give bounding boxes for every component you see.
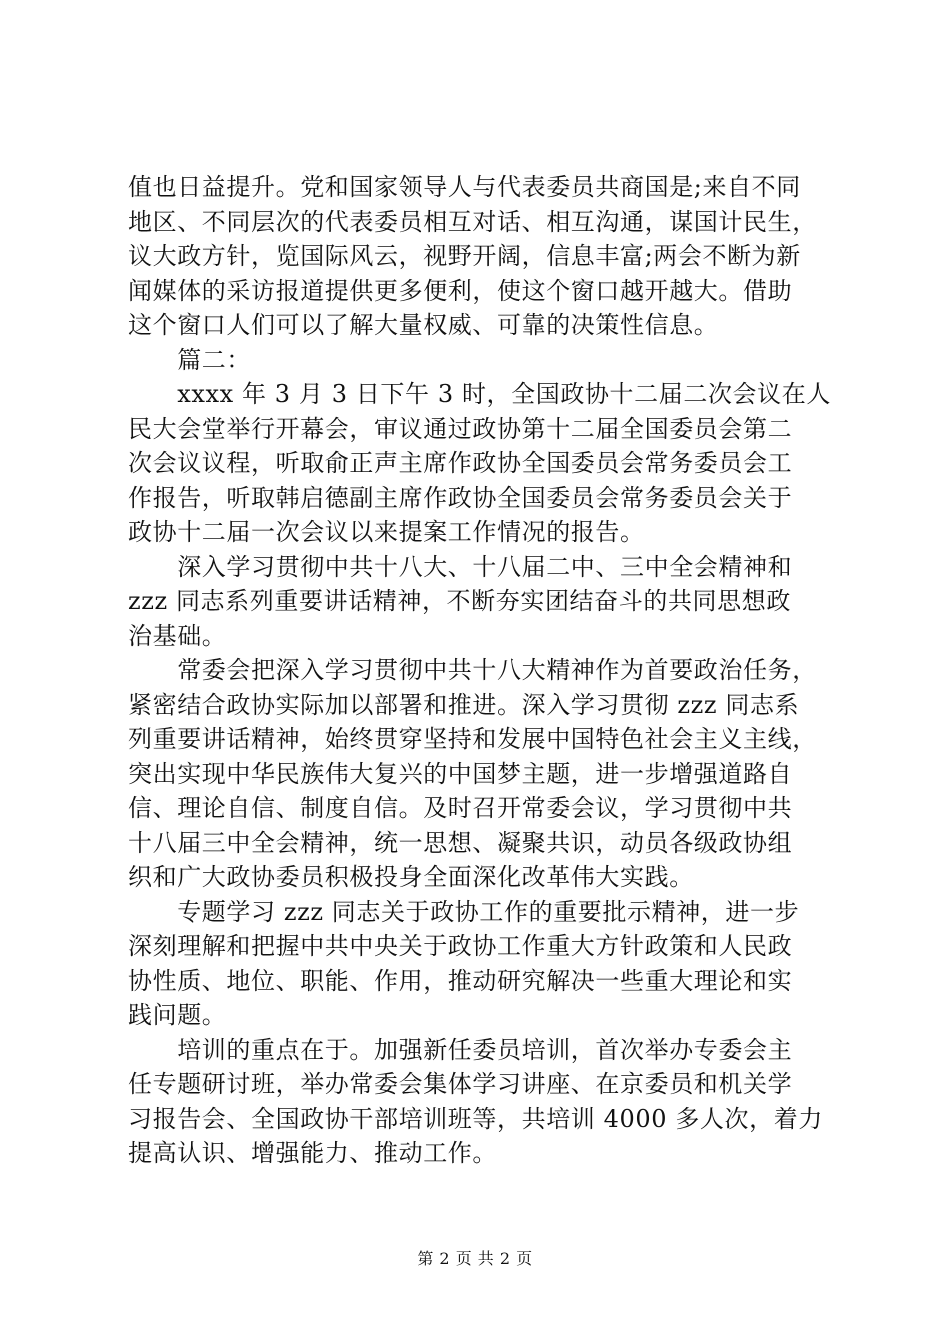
text-line: 协性质、地位、职能、作用，推动研究解决一些重大理论和实 [128, 966, 793, 995]
text-line: 议大政方针，览国际风云，视野开阔，信息丰富;两会不断为新 [128, 242, 801, 270]
text-line: 列重要讲话精神，始终贯穿坚持和发展中国特色社会主义主线， [128, 725, 817, 753]
text-line: 民大会堂举行开幕会，审议通过政协第十二届全国委员会第二 [128, 414, 793, 443]
text-line: 突出实现中华民族伟大复兴的中国梦主题，进一步增强道路自 [128, 759, 793, 788]
text-line: 践问题。 [128, 1001, 227, 1029]
text-line: 次会议议程，听取俞正声主席作政协全国委员会常务委员会工 [128, 449, 793, 477]
text-line: 习报告会、全国政协干部培训班等，共培训 4000 多人次，着力 [128, 1104, 823, 1133]
text-line: 紧密结合政协实际加以部署和推进。深入学习贯彻 zzz 同志系 [128, 690, 800, 719]
text-line: 织和广大政协委员积极投身全面深化改革伟大实践。 [128, 863, 694, 891]
text-line: 值也日益提升。党和国家领导人与代表委员共商国是;来自不同 [128, 173, 801, 201]
text-line: 作报告，听取韩启德副主席作政协全国委员会常务委员会关于 [128, 483, 793, 512]
text-line: 深入学习贯彻中共十八大、十八届二中、三中全会精神和 [128, 552, 793, 581]
text-line: 地区、不同层次的代表委员相互对话、相互沟通，谋国计民生， [128, 207, 817, 236]
text-line: xxxx 年 3 月 3 日下午 3 时，全国政协十二届二次会议在人 [128, 380, 831, 408]
text-line: 常委会把深入学习贯彻中共十八大精神作为首要政治任务， [128, 656, 817, 684]
text-line: 深刻理解和把握中共中央关于政协工作重大方针政策和人民政 [128, 932, 793, 960]
text-line: 信、理论自信、制度自信。及时召开常委会议，学习贯彻中共 [128, 794, 793, 822]
text-line: 提高认识、增强能力、推动工作。 [128, 1139, 497, 1167]
text-line: 专题学习 zzz 同志关于政协工作的重要批示精神，进一步 [128, 897, 800, 926]
page-number-footer: 第 2 页 共 2 页 [417, 1249, 533, 1268]
text-line: 这个窗口人们可以了解大量权威、可靠的决策性信息。 [128, 311, 719, 339]
text-line: 政协十二届一次会议以来提案工作情况的报告。 [128, 518, 645, 546]
text-line: zzz 同志系列重要讲话精神，不断夯实团结奋斗的共同思想政 [128, 587, 791, 615]
text-line: 闻媒体的采访报道提供更多便利，使这个窗口越开越大。借助 [128, 276, 793, 305]
text-line: 培训的重点在于。加强新任委员培训，首次举办专委会主 [128, 1035, 793, 1064]
text-line: 治基础。 [128, 621, 227, 650]
document-body [128, 170, 831, 1171]
section-heading: 篇二： [128, 345, 251, 374]
text-line: 任专题研讨班，举办常委会集体学习讲座、在京委员和机关学 [128, 1070, 793, 1098]
text-line: 十八届三中全会精神，统一思想、凝聚共识，动员各级政协组 [128, 828, 793, 857]
